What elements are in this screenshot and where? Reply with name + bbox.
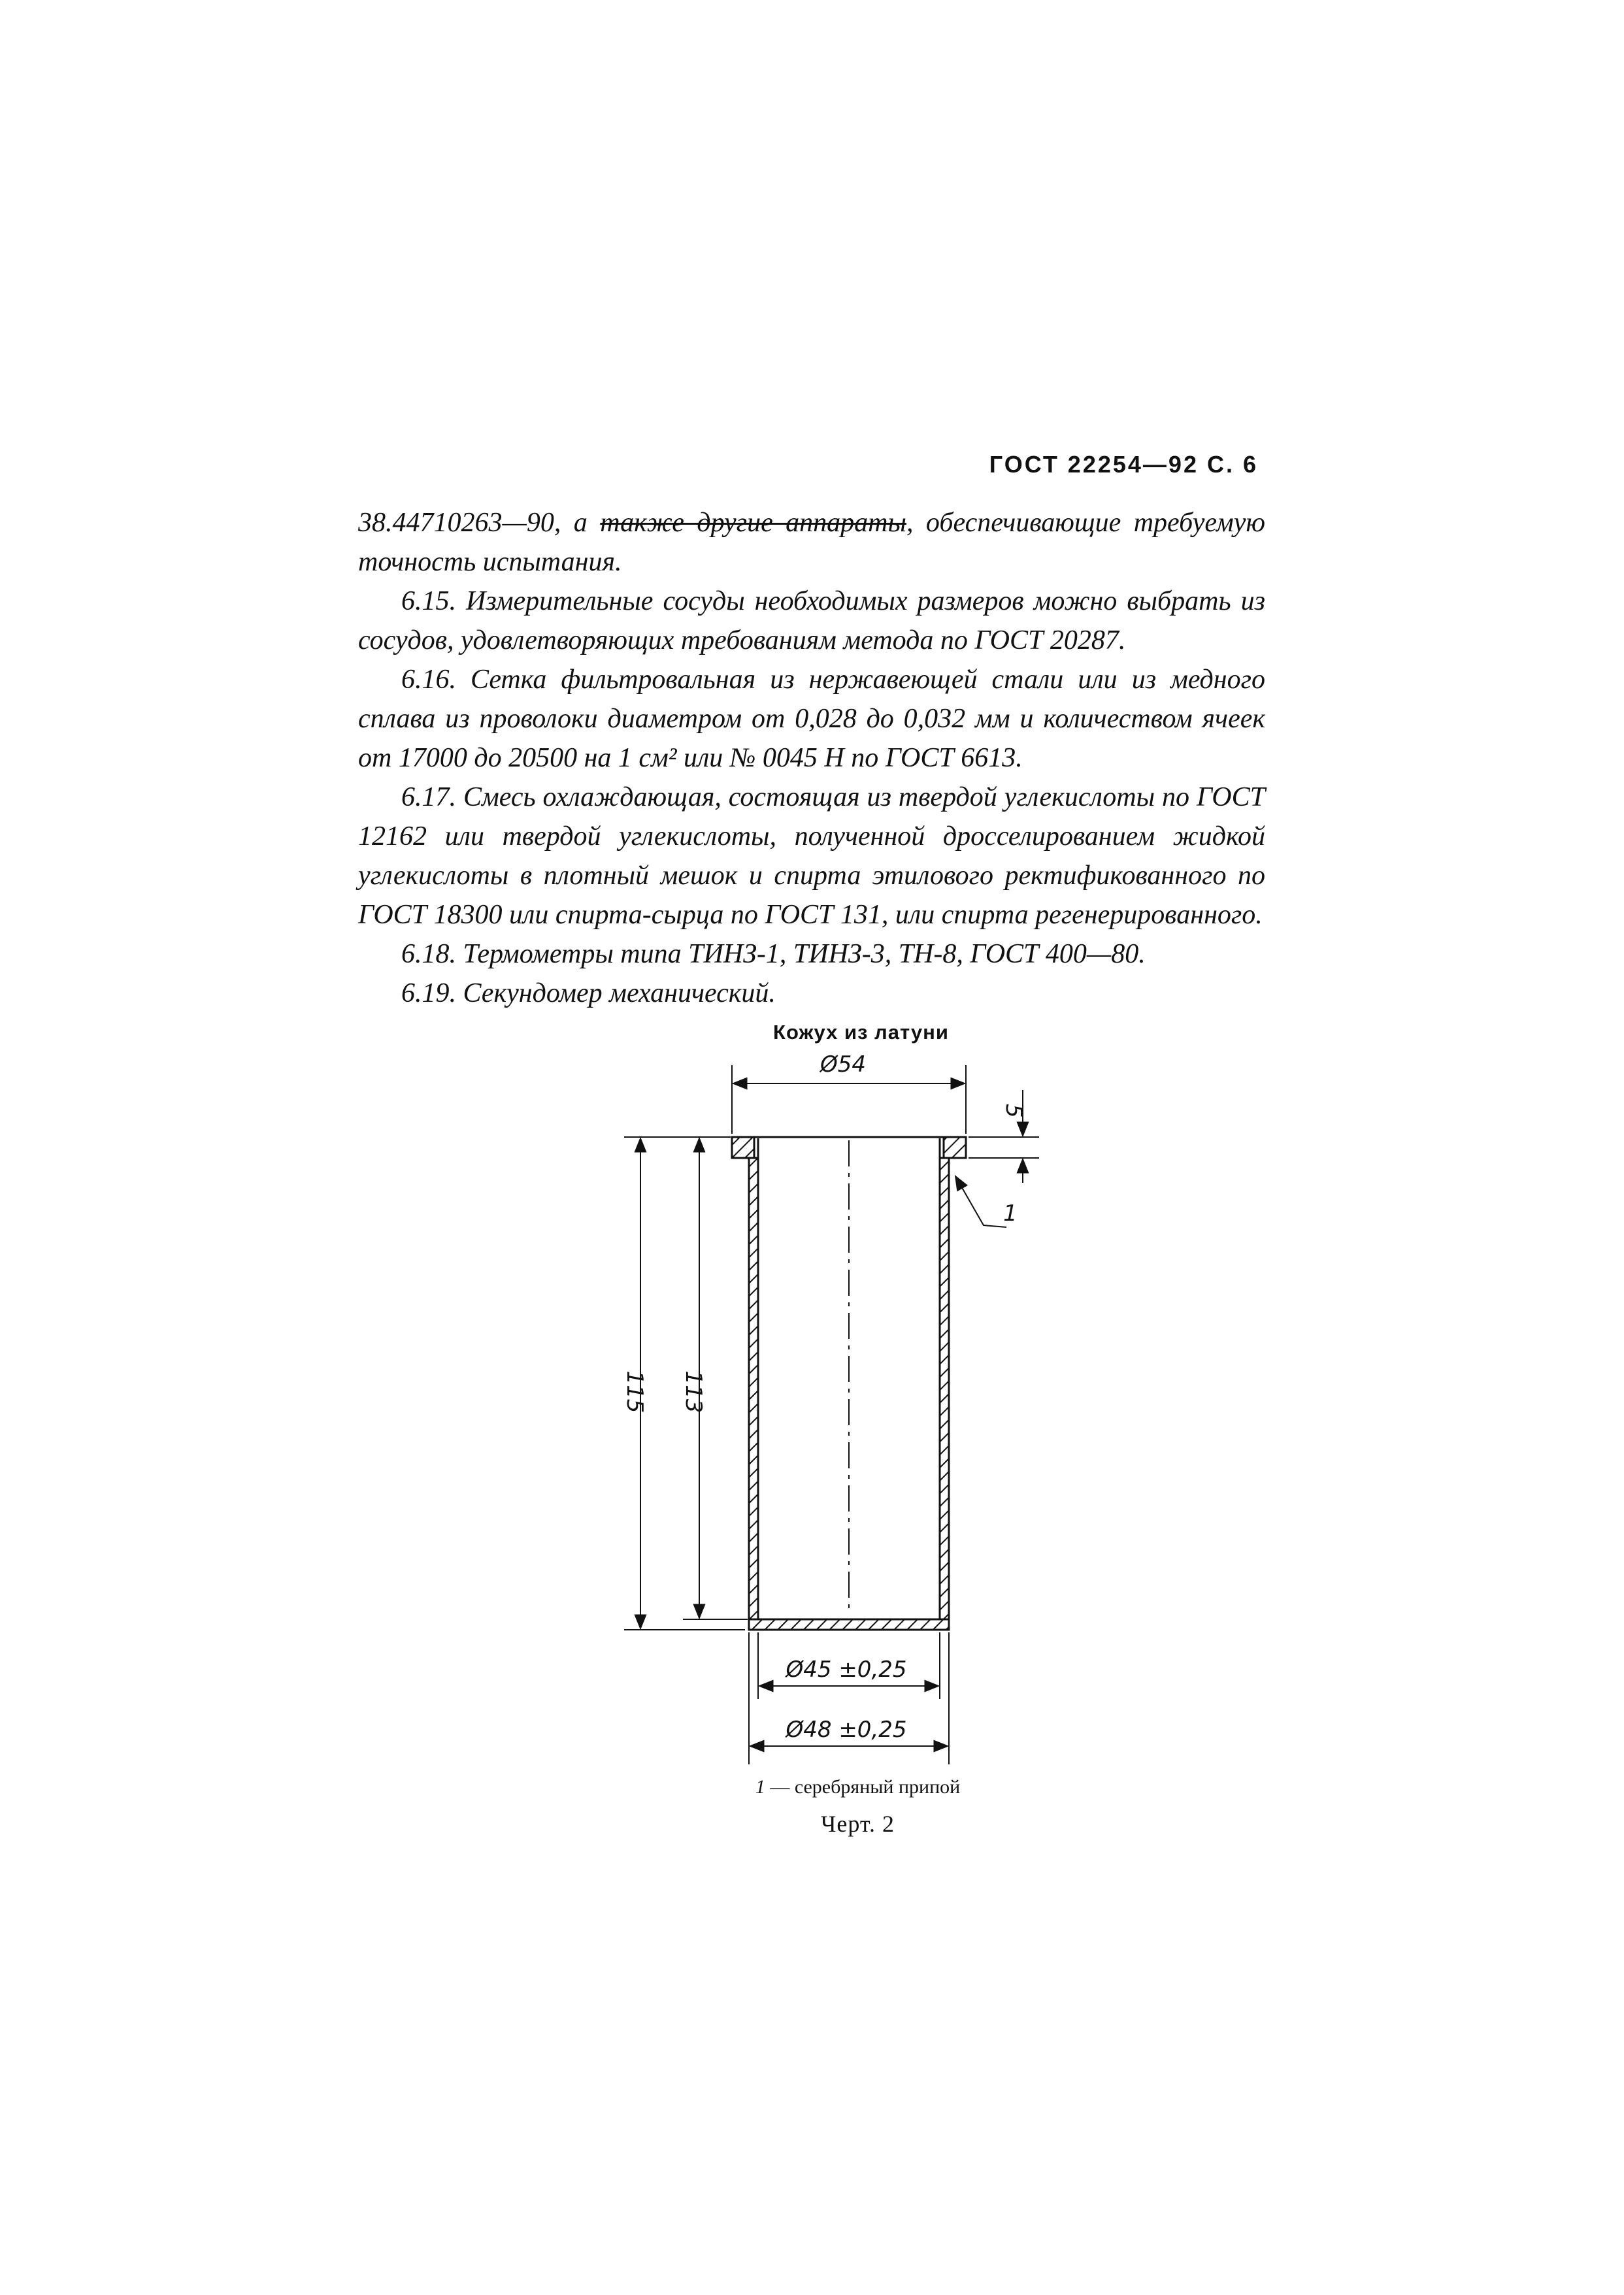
- right-wall: [940, 1158, 949, 1619]
- dim-label-d48: Ø48 ±0,25: [786, 1717, 907, 1743]
- paragraph-6-18: 6.18. Термометры типа ТИНЗ-1, ТИНЗ-3, ТН-8, ГОСТ 400—80.: [401, 939, 1146, 969]
- legend-text: — серебряный припой: [765, 1776, 961, 1798]
- dim-label-d45: Ø45 ±0,25: [786, 1657, 907, 1683]
- legend-number: 1: [755, 1776, 765, 1798]
- dim-label-115: 115: [621, 1370, 648, 1413]
- figure-title: Кожух из латуни: [773, 1021, 949, 1044]
- struck-text-segment: также другие аппараты: [600, 508, 906, 538]
- text-segment: 38.44710263—90, а: [358, 508, 601, 538]
- left-wall: [749, 1158, 758, 1619]
- paragraph-6-15: 6.15. Измерительные сосуды необходимых размеров можно выбрать из сосудов, удовлетворяющих требованиям метода по ГОСТ 20287.: [358, 586, 1265, 655]
- page-header: ГОСТ 22254—92 С. 6: [989, 451, 1258, 478]
- figure-legend: [0, 1776, 1624, 1798]
- dim-label-113: 113: [680, 1370, 706, 1413]
- paragraph-6-16: 6.16. Сетка фильтровальная из нержавеющей стали или из медного сплава из проволоки диаметром от 0,028 до 0,032 мм и количеством ячеек от 17000 до 20500 на 1 см² или № 0045 Н по ГОСТ 6613.: [358, 665, 1265, 773]
- cylinder-body: [732, 1137, 966, 1630]
- dim-label-5: 5: [1001, 1104, 1027, 1118]
- right-rim-flange: [944, 1137, 966, 1158]
- callout-leader: [955, 1176, 1006, 1227]
- left-rim-flange: [732, 1137, 754, 1158]
- paragraph-6-19: 6.19. Секундомер механический.: [401, 978, 776, 1008]
- bottom-plate: [749, 1619, 949, 1630]
- dim-label-d54: Ø54: [820, 1051, 867, 1078]
- paragraph-6-17: 6.17. Смесь охлаждающая, состоящая из твердой углекислоты по ГОСТ 12162 или твердой углекислоты, полученной дросселированием жидкой углекислоты в плотный мешок и спирта этилового ректификованного по ГОСТ 18300 или спирта-сырца по ГОСТ 131, или спирта регенерированного.: [358, 782, 1265, 930]
- text-segment: , обеспечивающие требуемую точность испытания.: [358, 508, 1265, 577]
- figure-reference: Черт. 2: [821, 1811, 895, 1837]
- callout-number: 1: [1003, 1200, 1018, 1227]
